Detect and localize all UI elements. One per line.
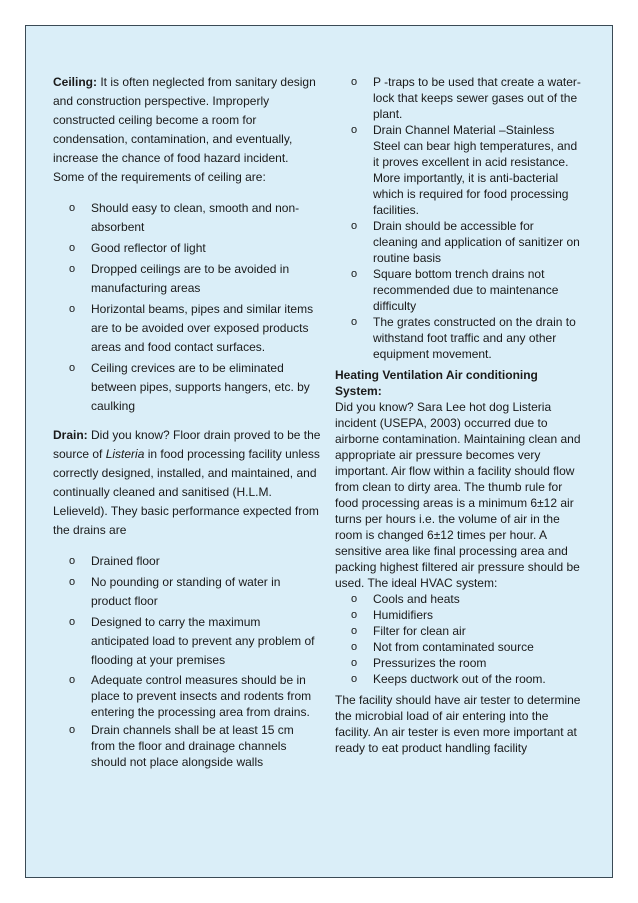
- bullet-icon: o: [351, 316, 358, 328]
- ceiling-paragraph: [53, 73, 321, 187]
- bullet-icon: o: [351, 609, 358, 621]
- drain-paragraph: Drain: Did you know? Floor drain proved to be the source of Listeria in food processing facility unless correctly designed, installed, and maintained, and continually cleaned and sanitised (H.L.M. Lelieveld). They basic performance expected from the drains are: [53, 428, 321, 537]
- bullet-icon: o: [69, 303, 76, 315]
- list-item: o Square bottom trench drains not recommended due to maintenance difficulty: [351, 267, 559, 313]
- ceiling-intro: It is often neglected from sanitary design and construction perspective. Improperly constructed ceiling become a room for condensation, contamination, and eventually, increase the chance of food hazard incident. Some of the requirements of ceiling are:: [53, 75, 316, 184]
- list-item: o Adequate control measures should be in place to prevent insects and rodents from entering the processing area from drains.: [69, 673, 312, 719]
- hvac-intro: Did you know? Sara Lee hot dog Listeria incident (USEPA, 2003) occurred due to airborne contamination. Maintaining clean and appropriate air pressure becomes very important. Air flow within a facility should flow from clean to dirty area. The thumb rule for food processing areas is a minimum 6±12 air turns per hours i.e. the volume of air in the room is changed 6±12 times per hour. A sensitive area like final processing area and packing highest filtered air pressure should be used. The ideal HVAC system:: [335, 400, 581, 590]
- list-item: o No pounding or standing of water in product floor: [69, 575, 281, 608]
- bullet-icon: o: [351, 593, 358, 605]
- drain-continued-list: [335, 74, 581, 362]
- bullet-icon: o: [351, 76, 358, 88]
- list-item: o Pressurizes the room: [351, 656, 487, 670]
- bullet-icon: o: [351, 625, 358, 637]
- bullet-icon: o: [351, 220, 358, 232]
- left-column: [53, 73, 321, 770]
- list-item: o Drained floor: [69, 552, 321, 571]
- list-item: o Should easy to clean, smooth and non-absorbent: [69, 201, 300, 234]
- bullet-icon: o: [351, 641, 358, 653]
- list-item: o Dropped ceilings are to be avoided in manufacturing areas: [69, 262, 290, 295]
- ceiling-heading: Ceiling:: [53, 75, 97, 89]
- bullet-icon: o: [69, 202, 76, 214]
- drain-heading: Drain:: [53, 428, 88, 442]
- ceiling-requirements-list: [53, 199, 321, 416]
- list-item: o Not from contaminated source: [351, 640, 534, 654]
- list-item: o Ceiling crevices are to be eliminated between pipes, supports hangers, etc. by caulking: [69, 361, 310, 413]
- list-item: o Drain Channel Material –Stainless Steel can bear high temperatures, and it proves excellent in acid resistance. More importantly, it is anti-bacterial which is required for food processing facilities.: [351, 123, 578, 217]
- right-column: [335, 74, 581, 756]
- bullet-icon: o: [69, 616, 76, 628]
- list-item: o Keeps ductwork out of the room.: [351, 672, 546, 686]
- bullet-icon: o: [351, 124, 358, 136]
- bullet-icon: o: [69, 674, 76, 686]
- list-item: o Drain channels shall be at least 15 cm from the floor and drainage channels should not place alongside walls: [69, 723, 294, 769]
- bullet-icon: o: [69, 576, 76, 588]
- list-item: o Horizontal beams, pipes and similar items are to be avoided over exposed products areas and food contact surfaces.: [69, 302, 314, 354]
- list-item: o P -traps to be used that create a water- lock that keeps sewer gases out of the plant.: [351, 75, 581, 121]
- bullet-icon: o: [69, 555, 76, 567]
- list-item: o Cools and heats: [351, 592, 460, 606]
- bullet-icon: o: [69, 242, 76, 254]
- list-item: o Drain should be accessible for cleaning and application of sanitizer on routine basis: [351, 219, 580, 265]
- list-item: o Good reflector of light: [69, 239, 321, 258]
- hvac-heading: Heating Ventilation Air conditioning System:: [335, 368, 538, 398]
- listeria-term: Listeria: [105, 447, 145, 461]
- bullet-icon: o: [69, 362, 76, 374]
- hvac-closing: The facility should have air tester to determine the microbial load of air entering into the facility. An air tester is even more important at ready to eat product handling facility: [335, 693, 581, 755]
- bullet-icon: o: [69, 724, 76, 736]
- bullet-icon: o: [69, 263, 76, 275]
- list-item: o Humidifiers: [351, 608, 434, 622]
- drain-requirements-list: [53, 552, 321, 770]
- bullet-icon: o: [351, 673, 358, 685]
- bullet-icon: o: [351, 268, 358, 280]
- list-item: o The grates constructed on the drain to withstand foot traffic and any other equipment movement.: [351, 315, 576, 361]
- list-item: o Filter for clean air: [351, 624, 466, 638]
- bullet-icon: o: [351, 657, 358, 669]
- list-item: o Designed to carry the maximum anticipated load to prevent any problem of flooding at your premises: [69, 615, 315, 667]
- hvac-list: [335, 591, 581, 687]
